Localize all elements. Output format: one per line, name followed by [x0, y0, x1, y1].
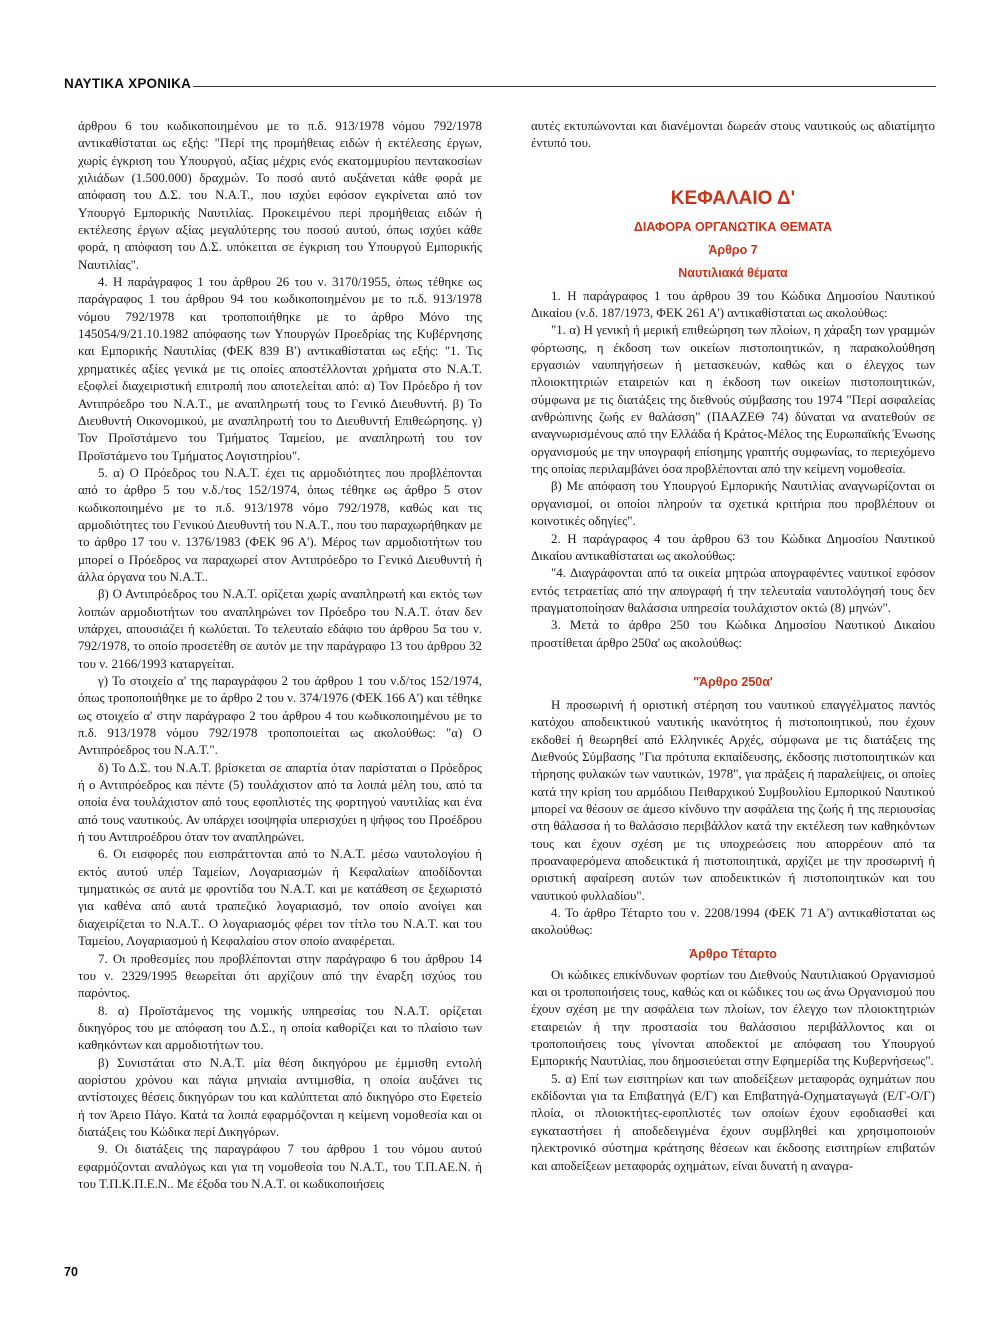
right-column	[531, 118, 935, 1175]
paragraph: 3. Μετά το άρθρο 250 του Κώδικα Δημοσίου Ναυτικού Δικαίου προστίθεται άρθρο 250α' ως ακολούθως:	[531, 618, 935, 650]
article-number: Άρθρο 7	[708, 242, 758, 257]
journal-title: ΝΑΥΤΙΚΑ ΧΡΟΝΙΚΑ	[64, 76, 192, 91]
paragraph: 5. α) Επί των εισιτηρίων και των αποδείξεων μεταφοράς οχημάτων που εκδίδονται για τα Επιβατηγά (Ε/Γ) και Επιβατηγά-Οχηματαγωγά (Ε/Γ-Ο/Γ) πλοία, οι πλοιοκτήτες-εφοπλιστές των οποίων έχουν εφοδιασθεί και εγκαταστήσει ή αποδεδειγμένα έχουν συμβληθεί και χρησιμοποιούν ηλεκτρονικό σύστημα κράτησης θέσεων και έκδοσης εισιτηρίων επιβατών και αποδείξεων μεταφοράς οχημάτων, είναι δυνατή η αναγρα-	[531, 1071, 935, 1173]
paragraph: β) Ο Αντιπρόεδρος του Ν.Α.Τ. ορίζεται χωρίς αναπληρωτή και εκτός των λοιπών αρμοδιοτήτων του αναπληρώνει τον Πρόεδρο του Ν.Α.Τ. όταν δεν υπάρχει, απουσιάζει ή κωλύεται. Το τελευταίο εδάφιο του άρθρου 5α του ν. 792/1978, το οποίο προσετέθη σε αυτόν με την παράγραφο 13 του άρθρου 32 του ν. 2166/1993 καταργείται.	[78, 587, 482, 671]
paragraph: γ) Το στοιχείο α' της παραγράφου 2 του άρθρου 1 του ν.δ/τος 152/1974, όπως τροποποιήθηκε με το άρθρο 2 του ν. 374/1976 (ΦΕΚ 166 Α') και τέθηκε ως στοιχείο α' στην παράγραφο 2 του άρθρου 4 του κωδικοποιημένου με το π.δ. 913/1978 νόμου 792/1978 τροποποιείται ως ακολούθως: "α) Ο Αντιπρόεδρος του Ν.Α.Τ.".	[78, 674, 482, 758]
paragraph: 8. α) Προϊστάμενος της νομικής υπηρεσίας του Ν.Α.Τ. ορίζεται δικηγόρος του με απόφαση του Δ.Σ., η οποία καθορίζει και το πλαίσιο των καθηκόντων και αρμοδιοτήτων του.	[78, 1003, 482, 1053]
page-number: 70	[64, 1265, 78, 1279]
paragraph: αυτές εκτυπώνονται και διανέμονται δωρεάν στους ναυτικούς ως αδιατίμητο έντυπό του.	[531, 119, 935, 151]
paragraph: δ) Το Δ.Σ. του Ν.Α.Τ. βρίσκεται σε απαρτία όταν παρίσταται ο Πρόεδρος ή ο Αντιπρόεδρος και πέντε (5) τουλάχιστον από τα λοιπά μέλη του, από τα οποία ένα τουλάχιστον από τους εφοπλιστές της φορτηγού ναυτιλίας και ένα από τους ναυτικούς. Αν υπάρχει ισοψηφία υπερισχύει η ψήφος του Προέδρου ή του Αντιπροέδρου όταν τον αναπληρώνει.	[78, 760, 482, 845]
chapter-subtitle: ΔΙΑΦΟΡΑ ΟΡΓΑΝΩΤΙΚΑ ΘΕΜΑΤΑ	[633, 219, 833, 234]
paragraph: β) Συνιστάται στο Ν.Α.Τ. μία θέση δικηγόρου με έμμισθη εντολή αορίστου χρόνου και πάγια μηνιαία αντιμισθία, η οποία αυξάνει τις αντίστοιχες θέσεις δικηγόρων του και καλύπτεται από δικηγόρο στο Εφετείο ή τον Άρειο Πάγο. Κατά τα λοιπά εφαρμόζονται η κείμενη νομοθεσία και οι διατάξεις του Κώδικα περί Δικηγόρων.	[78, 1055, 482, 1139]
article-250a-heading: "Άρθρο 250α'	[693, 674, 773, 689]
paragraph: 2. Η παράγραφος 4 του άρθρου 63 του Κώδικα Δημοσίου Ναυτικού Δικαίου αντικαθίσταται ως ακολούθως:	[531, 531, 935, 563]
paragraph: Η προσωρινή ή οριστική στέρηση του ναυτικού επαγγέλματος παντός κατόχου αποδεικτικού ναυτικής ικανότητος ή πιστοποιητικού, που έχουν εκδοθεί ή θεωρηθεί από Ελληνικές Αρχές, σύμφωνα με τις διατάξεις της Διεθνούς Σύμβασης "Για πρότυπα εκπαίδευσης, έκδοσης πιστοποιητικών και τήρησης φυλακών των ναυτικών, 1978", για πράξεις ή παραλείψεις, οι οποίες κατά την κρίση του αρμόδιου Πειθαρχικού Συμβουλίου Εμπορικού Ναυτικού μπορεί να θέσουν σε άμεσο κίνδυνο την ασφάλεια της ζωής ή της περιουσίας στη θάλασσα ή το θαλάσσιο περιβάλλον κατά την εκτέλεση των καθηκόντων τους και έχουν σχέση με τις υποχρεώσεις που απορρέουν από τα προαναφερόμενα αποδεικτικά ή πιστοποιητικά, αρχίζει με την προσωρινή ή οριστική αφαίρεση αυτών των αποδεικτικών ή πιστοποιητικών και του ναυτικού φυλλαδίου".	[531, 697, 935, 903]
paragraph: Οι κώδικες επικίνδυνων φορτίων του Διεθνούς Ναυτιλιακού Οργανισμού και οι τροποποιήσεις τους, καθώς και οι κώδικες του ως άνω Οργανισμού που έχουν σχέση με την ασφάλεια των πλοίων, τον έλεγχο των πλοιοκτητριών εταιρειών ή την προστασία του θαλάσσιου περιβάλλοντος και οι τροποποιήσεις τους γίνονται αποδεκτοί με απόφαση του Υπουργού Εμπορικής Ναυτιλίας, που δημοσιεύεται στην Εφημερίδα της Κυβερνήσεως".	[531, 967, 935, 1069]
paragraph: 9. Οι διατάξεις της παραγράφου 7 του άρθρου 1 του νόμου αυτού εφαρμόζονται αναλόγως και για τη νομοθεσία του Ν.Α.Τ., του Τ.Π.ΑΕ.Ν. ή του Τ.Π.Κ.Π.Ε.Ν.. Με έξοδα του Ν.Α.Τ. οι κωδικοποιήσεις	[78, 1142, 482, 1191]
paragraph: 4. Το άρθρο Τέταρτο του ν. 2208/1994 (ΦΕΚ 71 Α') αντικαθίσταται ως ακολούθως:	[531, 906, 935, 938]
paragraph: β) Με απόφαση του Υπουργού Εμπορικής Ναυτιλίας αναγνωρίζονται οι οργανισμοί, οι οποίοι πληρούν τα σχετικά κριτήρια που προβλέπουν οι κοινοτικές οδηγίες".	[531, 479, 935, 529]
paragraph: άρθρου 6 του κωδικοποιημένου με το π.δ. 913/1978 νόμου 792/1978 αντικαθίσταται ως εξής: "Περί της προμήθειας ειδών ή εκτέλεσης έργων, χωρίς έγκριση του Υπουργού, αξίας μέχρις ενός εκατομμυρίου πεντακοσίων χιλιάδων (1.500.000) δραχμών. Το ποσό αυτό αυξάνεται κάθε φορά με απόφαση του Δ.Σ. του Ν.Α.Τ., που ισχύει εφόσον εγκρίνεται από τον Υπουργό Εμπορικής Ναυτιλίας. Προκειμένου περί προμήθειας ειδών ή εκτέλεσης έργων αξίας μεγαλύτερης του ποσού αυτού, όπως ισχύει κάθε φορά, η απόφαση του Δ.Σ. υπόκειται σε έγκριση του Υπουργού Εμπορικής Ναυτιλίας".	[78, 119, 482, 272]
article-title: Ναυτιλιακά θέματα	[678, 265, 788, 280]
left-column	[78, 118, 482, 1193]
paragraph: 1. Η παράγραφος 1 του άρθρου 39 του Κώδικα Δημοσίου Ναυτικού Δικαίου (ν.δ. 187/1973, ΦΕΚ 261 Α') αντικαθίσταται ως ακολούθως:	[531, 288, 935, 321]
paragraph: "1. α) Η γενική ή μερική επιθεώρηση των πλοίων, η χάραξη των γραμμών φόρτωσης, η έκδοση των οικείων πιστοποιητικών, η παρακολούθηση εργασιών ναυπηγήσεων ή μετασκευών, καθώς και ο έλεγχος των πλοιοκτητριών εταιρειών και η έκδοση των οικείων πιστοποιητικών, σύμφωνα με τις διατάξεις της διεθνούς σύμβασης του 1974 "Περί ασφαλείας ανθρώπινης ζωής εν θαλάσση" (ΠΑΑΖΕΘ 74) δύναται να ανατεθούν σε αναγνωρισμένους από την Ελλάδα ή Κράτος-Μέλος της Ευρωπαϊκής Ένωσης οργανισμούς με την υπογραφή επίσημης γραπτής συμφωνίας, το περιεχόμενο της οποίας περιλαμβάνει όσα προβλέπονται από την κείμενη νομοθεσία.	[531, 323, 935, 477]
running-header	[64, 74, 936, 98]
header-rule	[64, 86, 936, 87]
article-fourth-heading: Άρθρο Τέταρτο	[689, 946, 777, 961]
paragraph: 4. Η παράγραφος 1 του άρθρου 26 του ν. 3170/1955, όπως τέθηκε ως παράγραφος 1 του άρθρου 94 του κωδικοποιημένου με το π.δ. 913/1978 νόμου 792/1978 και τροποποιήθηκε με το άρθρο Μόνο της 145054/9/21.10.1982 απόφασης των Υπουργών Προεδρίας της Κυβέρνησης και Εμπορικής Ναυτιλίας (ΦΕΚ 839 Β') αντικαθίσταται ως εξής: "1. Τις χρηματικές αξίες γενικά με τις οποίες αποστέλλονται χρήματα στο Ν.Α.Τ. εξοφλεί διαχειριστική επιτροπή που αποτελείται από: α) Τον Πρόεδρο ή τον Αντιπρόεδρο του Ν.Α.Τ., με αναπληρωτή τους το Γενικό Διευθυντή. β) Το Διευθυντή Οικονομικού, με αναπληρωτή του το Διευθυντή Επιθεώρησης. γ) Τον Προϊστάμενο του Τμήματος Ταμείου, με αναπληρωτή του τον Προϊστάμενο του Τμήματος Λογιστηρίου".	[78, 275, 482, 463]
paragraph: "4. Διαγράφονται από τα οικεία μητρώα απογραφέντες ναυτικοί εφόσον εντός τετραετίας από την απογραφή ή την τελευταία ναυτολόγησή τους δεν πραγματοποίησαν θαλάσσια υπηρεσία τουλάχιστον οκτώ (8) μηνών".	[531, 566, 935, 615]
paragraph: 7. Οι προθεσμίες που προβλέπονται στην παράγραφο 6 του άρθρου 14 του ν. 2329/1995 θεωρείται ότι αρχίζουν από την έναρξη ισχύος του παρόντος.	[78, 951, 482, 1001]
paragraph: 6. Οι εισφορές που εισπράττονται από το Ν.Α.Τ. μέσω ναυτολογίου ή εκτός αυτού υπέρ Ταμείων, Λογαριασμών ή Κεφαλαίων αποδίδονται τμηματικώς σε αυτά με φροντίδα του Ν.Α.Τ. και με κατάθεση σε ξεχωριστό για καθένα από αυτά τραπεζικό λογαριασμό, τον οποίο ανοίγει και διαχειρίζεται το Ν.Α.Τ.. Ο λογαριασμός φέρει τον τίτλο του Ν.Α.Τ. και του Ταμείου, Λογαριασμού ή Κεφαλαίου στον οποίο αναφέρεται.	[78, 847, 482, 949]
chapter-heading: ΚΕΦΑΛΑΙΟ Δ'	[670, 187, 796, 209]
paragraph: 5. α) Ο Πρόεδρος του Ν.Α.Τ. έχει τις αρμοδιότητες που προβλέπονται από το άρθρο 5 του ν.δ./τος 152/1974, όπως τέθηκε ως άρθρο 5 στον κωδικοποιημένο με το π.δ. 913/1978 νόμο 792/1978, καθώς και τις αρμοδιότητες του Γενικού Διευθυντή του Ν.Α.Τ., που του παραχωρήθηκαν με το άρθρο 17 του ν. 1376/1983 (ΦΕΚ 96 Α'). Μέρος των αρμοδιοτήτων του μπορεί ο Πρόεδρος να παραχωρεί στον Αντιπρόεδρο το Γενικό Διευθυντή ή άλλα όργανα του Ν.Α.Τ..	[78, 465, 482, 584]
